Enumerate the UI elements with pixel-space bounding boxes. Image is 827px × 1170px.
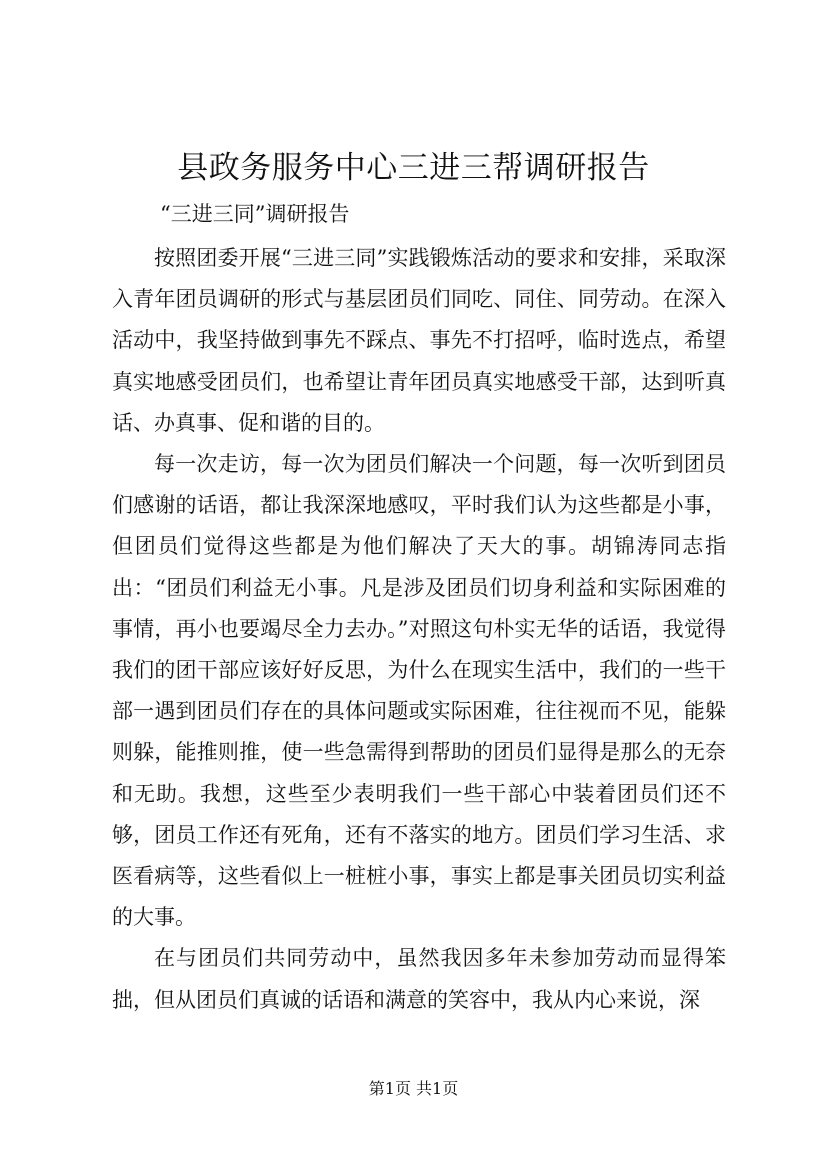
paragraph: 按照团委开展“三进三同”实践锻炼活动的要求和安排，采取深入青年团员调研的形式与基层团员们同吃、同住、同劳动。在深入活动中，我坚持做到事先不踩点、事先不打招呼，临时选点，希望真实地感受团员们，也希望让青年团员真实地感受干部，达到听真话、办真事、促和谐的目的。 [112,246,726,435]
document-body [112,238,726,1021]
page-footer: 第1页 共1页 [368,1079,459,1098]
document-subtitle: “三进三同”调研报告 [160,202,350,226]
document-title: 县政务服务中心三进三帮调研报告 [177,150,650,186]
paragraph: 在与团员们共同劳动中，虽然我因多年未参加劳动而显得笨拙，但从团员们真诚的话语和满意的笑容中，我从内心来说，深 [112,946,726,1012]
paragraph: 每一次走访，每一次为团员们解决一个问题，每一次听到团员们感谢的话语，都让我深深地感叹，平时我们认为这些都是小事，但团员们觉得这些都是为他们解决了天大的事。胡锦涛同志指出：“团员们利益无小事。凡是涉及团员们切身利益和实际困难的事情，再小也要竭尽全力去办。”对照这句朴实无华的话语，我觉得我们的团干部应该好好反思，为什么在现实生活中，我们的一些干部一遇到团员们存在的具体问题或实际困难，往往视而不见，能躲则躲，能推则推，使一些急需得到帮助的团员们显得是那么的无奈和无助。我想，这些至少表明我们一些干部心中装着团员们还不够，团员工作还有死角，还有不落实的地方。团员们学习生活、求医看病等，这些看似上一桩桩小事，事实上都是事关团员切实利益的大事。 [112,452,726,930]
